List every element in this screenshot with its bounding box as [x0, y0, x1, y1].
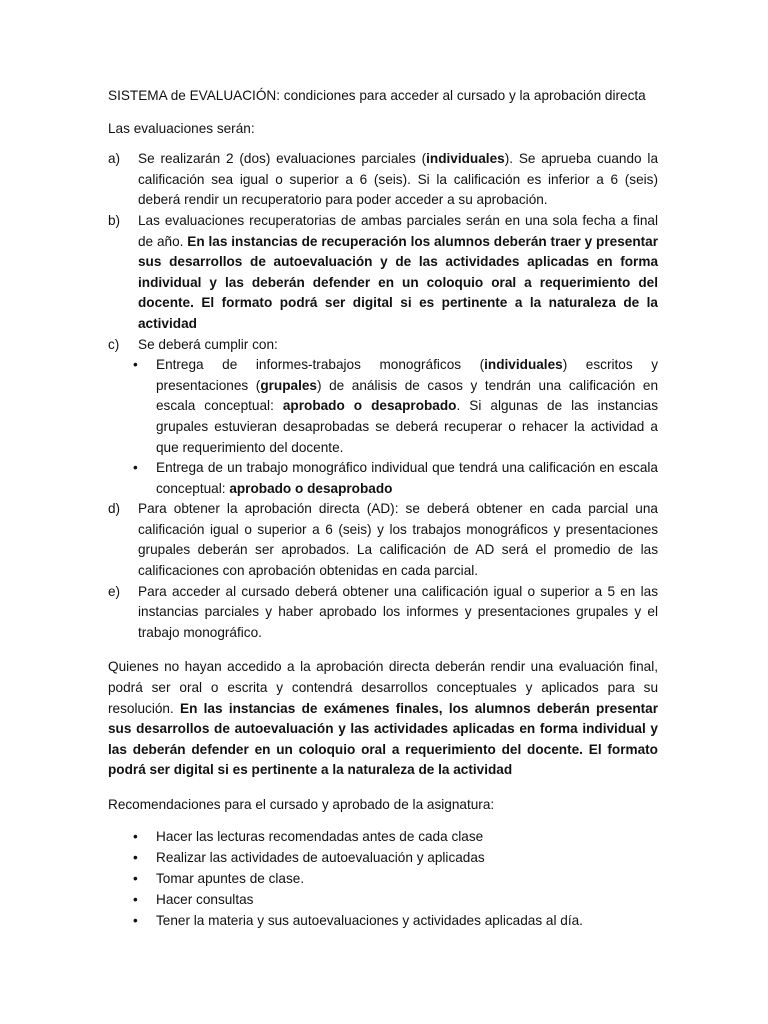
bullet-icon: •	[133, 849, 138, 865]
sub-item-text: Entrega de informes-trabajos monográficos (	[156, 357, 485, 373]
item-text: Para obtener la aprobación directa (AD): se deberá obtener en cada parcial una calificación igual o superior a 6 (seis) y los trabajos monográficos y presentaciones grupales deberán ser aprobados. La calificación de AD será el promedio de las calificaciones con aprobación obtenidas en cada parcial.	[138, 501, 658, 579]
item-text: ). Se aprueba cuando la calificación sea igual o superior a 6 (seis). Si la calificación es inferior a 6 (seis) deberá rendir un recuperatorio para poder acceder a su aprobación.	[138, 151, 659, 208]
item-marker: c)	[108, 336, 120, 352]
list-item-a	[108, 149, 658, 211]
paragraph-text: Quienes no hayan accedido a la aprobación directa deberán rendir una evaluación final, podrá ser oral o escrita y contendrá desarrollos conceptuales y aplicados para su resolución.	[108, 659, 658, 716]
bullet-icon: •	[133, 828, 138, 844]
document-title: SISTEMA de EVALUACIÓN: condiciones para acceder al cursado y la aprobación directa	[108, 88, 646, 103]
item-text: Se deberá cumplir con:	[138, 336, 278, 352]
recommendation-item	[108, 826, 658, 847]
recommendation-text: Hacer las lecturas recomendadas antes de cada clase	[156, 828, 484, 844]
sub-item-text: ) escritos y presentaciones (	[156, 357, 658, 393]
recommendations-title: Recomendaciones para el cursado y aprobado de la asignatura:	[108, 797, 495, 812]
recommendation-text: Tener la materia y sus autoevaluaciones y actividades aplicadas al día.	[156, 912, 583, 928]
paragraph-bold-text: En las instancias de exámenes finales, los alumnos deberán presentar sus desarrollos de autoevaluación y las actividades aplicadas en forma individual y las deberán defender en un coloquio oral a requerimiento del docente. El formato podrá ser digital si es pertinente a la naturaleza de la actividad	[108, 700, 659, 778]
final-exam-paragraph	[108, 657, 658, 781]
sub-item-text: Entrega de un trabajo monográfico individual que tendrá una calificación en escala conceptual:	[156, 460, 658, 496]
item-text: Para acceder al cursado deberá obtener una calificación igual o superior a 5 en las instancias parciales y haber aprobado los informes y presentaciones grupales y el trabajo monográfico.	[138, 583, 658, 640]
item-text: Se realizarán 2 (dos) evaluaciones parciales (	[138, 151, 427, 167]
list-item-d	[108, 499, 658, 581]
sub-item-2	[108, 458, 658, 499]
sub-item-bold-text: individuales	[484, 357, 563, 373]
recommendation-item	[108, 847, 658, 868]
recommendation-text: Tomar apuntes de clase.	[156, 870, 305, 886]
intro-text: Las evaluaciones serán:	[108, 120, 255, 136]
sub-item-bold-text: aprobado o desaprobado	[229, 480, 393, 496]
sub-item-bold-text: aprobado o desaprobado	[282, 398, 457, 414]
recommendation-item	[108, 868, 658, 889]
recommendation-text: Realizar las actividades de autoevaluación y aplicadas	[156, 849, 485, 865]
item-marker: d)	[108, 501, 121, 517]
list-item-e	[108, 582, 658, 644]
item-marker: b)	[108, 212, 121, 228]
sub-item-bold-text: grupales	[260, 377, 317, 393]
recommendation-text: Hacer consultas	[156, 891, 254, 907]
item-marker: a)	[108, 151, 121, 167]
item-marker: e)	[108, 583, 121, 599]
document-body	[108, 86, 658, 931]
recommendation-item	[108, 889, 658, 910]
bullet-icon: •	[133, 891, 138, 907]
list-item-c	[108, 335, 658, 356]
recommendation-item	[108, 910, 658, 931]
list-item-b	[108, 211, 658, 335]
sub-item-text: ) de análisis de casos y tendrán una calificación en escala conceptual:	[156, 377, 659, 414]
sub-item-1	[108, 355, 658, 458]
bullet-icon: •	[133, 912, 138, 928]
bullet-icon: •	[133, 870, 138, 886]
bullet-icon: •	[133, 357, 138, 373]
item-text: Las evaluaciones recuperatorias de ambas parciales serán en una sola fecha a final de año.	[138, 212, 658, 249]
item-bold-text: individuales	[426, 151, 505, 167]
bullet-icon: •	[133, 460, 138, 476]
sub-item-text: . Si algunas de las instancias grupales estuvieran desaprobadas se deberá recuperar o rehacer la actividad a que requerimiento del docente.	[156, 398, 658, 455]
item-bold-text: En las instancias de recuperación los alumnos deberán traer y presentar sus desarrollos de autoevaluación y de las actividades aplicadas en forma individual y las deberán defender en un coloquio oral a requerimiento del docente. El formato podrá ser digital si es pertinente a la naturaleza de la actividad	[138, 233, 658, 331]
